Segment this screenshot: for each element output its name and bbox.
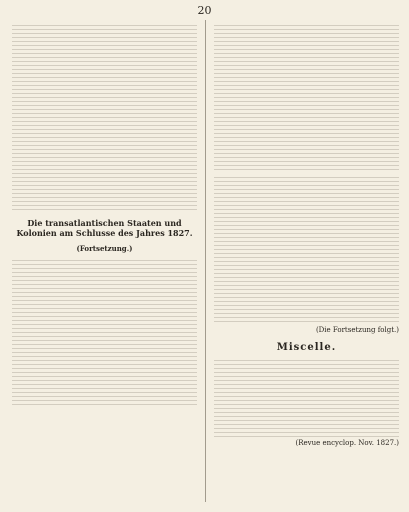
body-paragraph	[214, 174, 399, 324]
body-paragraph	[12, 257, 197, 407]
miscelle-title: Miscelle.	[276, 342, 337, 353]
page-number: 20	[197, 4, 212, 17]
miscelle-source: (Revue encyclop. Nov. 1827.)	[295, 439, 399, 447]
body-paragraph	[12, 22, 197, 212]
section-subtitle: (Fortsetzung.)	[76, 244, 133, 253]
body-paragraph	[214, 357, 399, 437]
left-column	[12, 20, 197, 502]
section-title: Die transatlantischen Staaten und Kolonien am Schlusse des Jahres 1827.	[16, 218, 193, 238]
body-paragraph	[214, 22, 399, 172]
right-column	[214, 20, 399, 502]
continuation-note: (Die Fortsetzung folgt.)	[315, 326, 399, 334]
column-rule	[205, 20, 206, 502]
columns	[12, 20, 399, 502]
